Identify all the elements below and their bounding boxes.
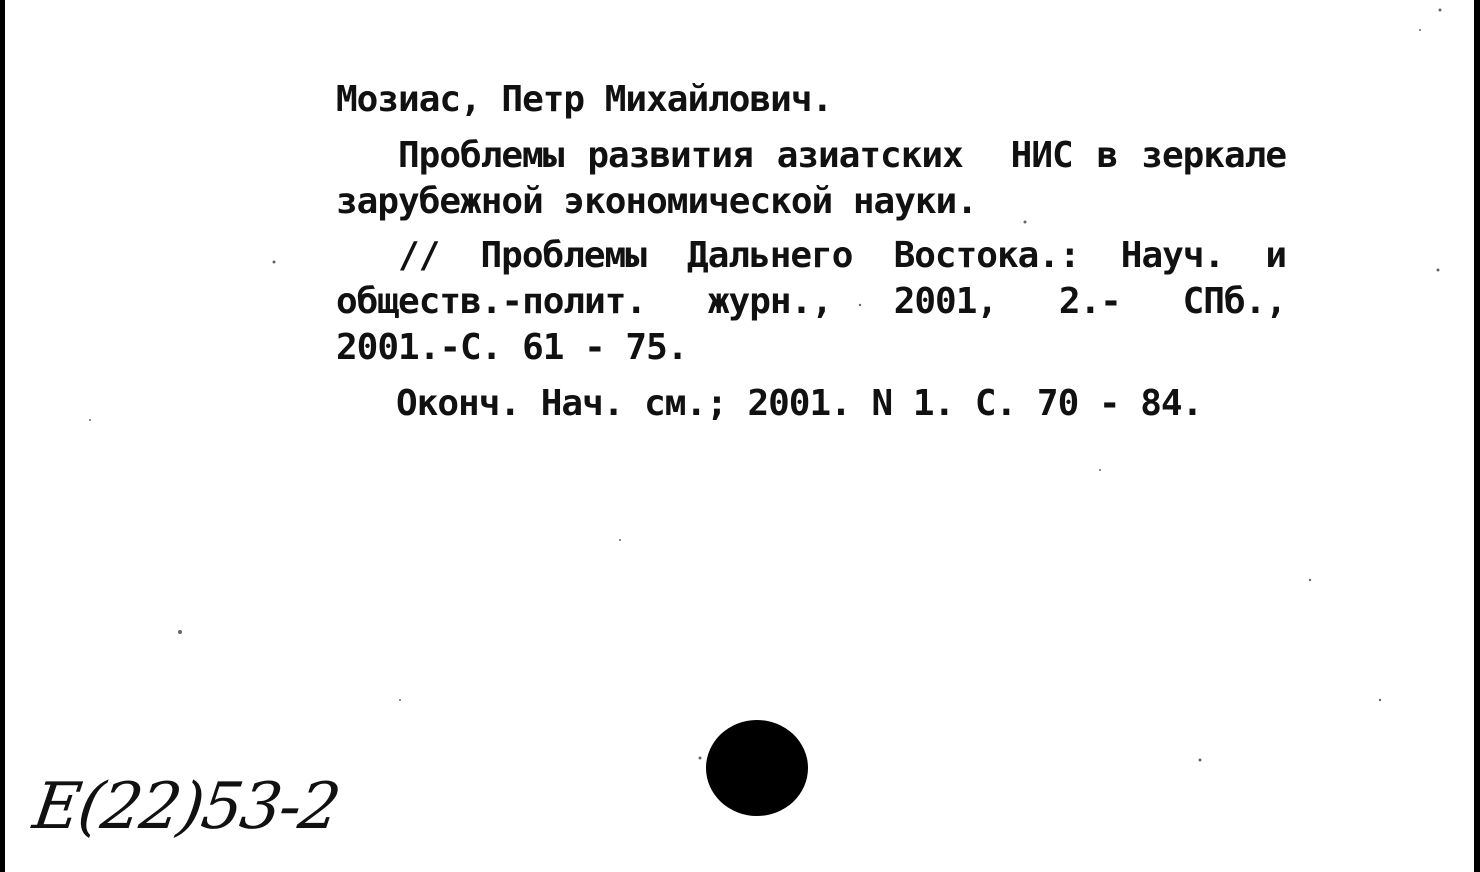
title-line-2: зарубежной экономической науки. xyxy=(336,181,977,222)
title-line-1: Проблемы развития азиатских НИС в зеркале xyxy=(398,135,1286,176)
author-heading: Мозиас, Петр Михайлович. xyxy=(336,79,833,120)
source-line-3: 2001.-С. 61 - 75. xyxy=(336,327,688,368)
left-edge xyxy=(0,0,5,872)
source-line-2: обществ.-полит. журн., 2001, 2.- СПб., xyxy=(336,281,1286,322)
continuation-note: Оконч. Нач. см.; 2001. N 1. С. 70 - 84. xyxy=(396,383,1203,424)
shelfmark-handwritten: E(22)53-2 xyxy=(28,770,344,844)
punch-hole xyxy=(706,720,808,816)
right-edge xyxy=(1474,0,1480,872)
source-line-1: // Проблемы Дальнего Востока.: Науч. и xyxy=(398,235,1286,276)
